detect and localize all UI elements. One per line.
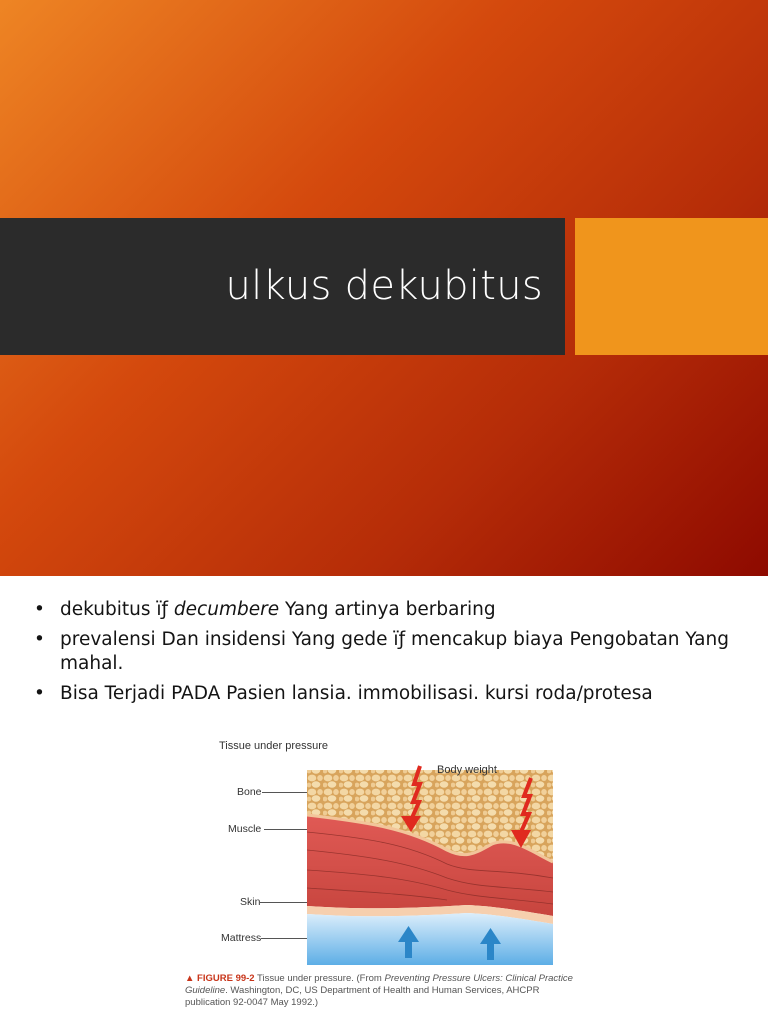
caption-text: Tissue under pressure. (From	[254, 973, 385, 984]
label-bone: Bone	[237, 786, 262, 798]
bullet-item	[30, 628, 740, 676]
bullet-dot: •	[34, 629, 45, 650]
label-skin: Skin	[240, 896, 261, 908]
body-weight-label: Body weight	[437, 764, 497, 776]
bullet-list	[30, 598, 740, 712]
bullet-text-suffix: Yang artinya berbaring	[279, 599, 496, 620]
bullet-dot: •	[34, 683, 45, 704]
bullet-item	[30, 682, 740, 706]
bullet-text-prefix: dekubitus ïƒ	[60, 599, 174, 620]
pressure-figure	[185, 730, 585, 1020]
bullet-item	[30, 598, 740, 622]
label-muscle: Muscle	[228, 823, 262, 835]
bullet-dot: •	[34, 599, 45, 620]
mattress	[307, 913, 553, 965]
slide-title: ulkus dekubitus	[225, 263, 543, 309]
caption-source-title: Preventing Pressure Ulcers: Clinical Practice Guideline	[185, 973, 573, 996]
accent-box	[575, 218, 768, 355]
figure-caption	[185, 973, 585, 1009]
bullet-text: Bisa Terjadi PADA Pasien lansia. immobilisasi. kursi roda/protesa	[60, 683, 653, 704]
label-mattress: Mattress	[221, 932, 262, 944]
bullet-text: prevalensi Dan insidensi Yang gede ïƒ mencakup biaya Pengobatan Yang mahal.	[60, 629, 729, 674]
figure-number: ▲ FIGURE 99-2	[185, 973, 255, 984]
caption-text-end: . Washington, DC, US Department of Health and Human Services, AHCPR publication 92-0047 May 1992.)	[185, 985, 540, 1008]
title-bar	[0, 218, 565, 355]
figure-title: Tissue under pressure	[219, 740, 329, 752]
tissue-diagram	[307, 760, 553, 965]
bullet-emphasis: decumbere	[173, 599, 280, 620]
